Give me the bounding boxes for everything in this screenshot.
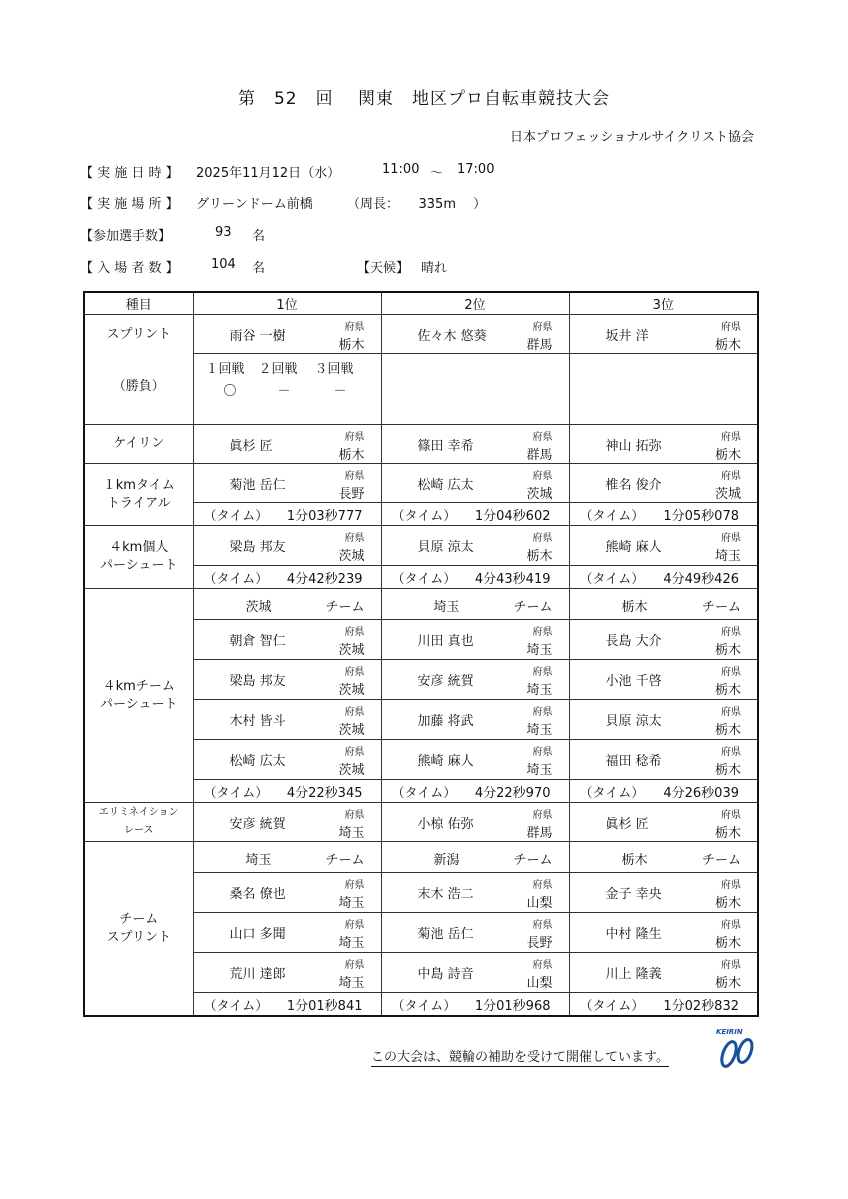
team-label: チーム: [325, 853, 365, 868]
participants-unit: 名: [252, 229, 266, 244]
pref-value: 長野: [526, 936, 553, 951]
pref-label: 府県: [721, 667, 741, 678]
team-label: チーム: [701, 853, 741, 868]
team-pursuit-team-row: [84, 589, 758, 620]
pref-label: 府県: [532, 707, 553, 718]
round-result: －: [277, 384, 291, 399]
place-cell: [193, 803, 381, 842]
place-cell: [193, 464, 381, 503]
team-label: チーム: [701, 600, 741, 615]
pref-label: 府県: [721, 747, 741, 758]
pref-label: 府県: [344, 627, 365, 638]
pref-label: 府県: [532, 667, 553, 678]
time-label: （タイム）: [579, 999, 645, 1014]
member-cell: [193, 873, 381, 913]
athlete-name: 中島 詩音: [417, 967, 474, 982]
pref-value: 群馬: [526, 448, 553, 463]
athlete-name: 安彦 統賀: [417, 674, 474, 689]
place-cell: [381, 315, 569, 354]
athlete-name: 川上 隆義: [605, 967, 662, 982]
member-cell: [193, 953, 381, 993]
event-label-line1: チーム: [119, 911, 159, 927]
time-value: 1分01秒841: [286, 999, 363, 1014]
pref-value: 埼玉: [526, 763, 553, 778]
member-cell: [193, 620, 381, 660]
pref-label: 府県: [532, 880, 553, 891]
member-cell: [381, 700, 569, 740]
athlete-name: 小椋 佑弥: [417, 817, 474, 832]
page-title: 第 52 回 関東 地区プロ自転車競技大会: [237, 89, 611, 109]
athlete-name: 朝倉 智仁: [229, 634, 286, 649]
time-start: 11:00: [382, 162, 420, 177]
pref-value: 茨城: [526, 487, 553, 502]
time-cell: [381, 780, 569, 803]
time-separator: ～: [430, 166, 444, 181]
athlete-name: 荒川 達郎: [229, 967, 286, 982]
team-sprint-team-row: [84, 842, 758, 873]
event-label: スプリント: [106, 326, 171, 342]
time-value: 1分01秒968: [474, 999, 551, 1014]
team-name: 新潟: [433, 853, 460, 868]
member-cell: [569, 700, 758, 740]
athlete-name: 熊崎 麻人: [417, 754, 474, 769]
team-name: 栃木: [621, 600, 648, 615]
athlete-name: 菊池 岳仁: [229, 478, 286, 493]
pref-value: 栃木: [714, 763, 741, 778]
pref-label: 府県: [721, 880, 741, 891]
team-cell: [381, 842, 569, 873]
event-team-sprint: [84, 842, 193, 1017]
pref-label: 府県: [721, 960, 741, 971]
weather-value: 晴れ: [421, 261, 448, 276]
event-elimination: [84, 803, 193, 842]
pref-label: 府県: [344, 920, 365, 931]
place-cell: [569, 315, 758, 354]
time-cell: [193, 503, 381, 526]
athlete-name: 木村 皆斗: [229, 714, 286, 729]
date-label: 【 実 施 日 時 】: [80, 166, 179, 181]
pref-value: 栃木: [714, 683, 741, 698]
athlete-name: 梁島 邦友: [229, 674, 286, 689]
member-cell: [569, 873, 758, 913]
pref-label: 府県: [721, 920, 741, 931]
event-sprint: [84, 315, 193, 425]
pref-label: 府県: [344, 667, 365, 678]
event-label-line1: ４kmチーム: [102, 678, 175, 694]
pref-label: 府県: [721, 627, 741, 638]
member-cell: [193, 660, 381, 700]
athlete-name: 山口 多聞: [229, 927, 286, 942]
event-label-line2: レース: [124, 825, 154, 836]
team-label: チーム: [513, 853, 553, 868]
venue-value: グリーンドーム前橋: [196, 197, 313, 212]
participants-value: 93: [215, 225, 232, 240]
athlete-name: 熊崎 麻人: [605, 540, 662, 555]
team-cell: [381, 589, 569, 620]
time-cell: [381, 503, 569, 526]
pref-label: 府県: [344, 707, 365, 718]
pref-value: 栃木: [714, 643, 741, 658]
time-cell: [569, 566, 758, 589]
athlete-name: 安彦 統賀: [229, 817, 286, 832]
time-cell: [193, 566, 381, 589]
athlete-name: 福田 稔希: [605, 754, 662, 769]
pref-label: 府県: [344, 747, 365, 758]
athlete-name: 加藤 将武: [417, 714, 474, 729]
place-cell: [193, 526, 381, 566]
time-cell: [569, 780, 758, 803]
athlete-name: 雨谷 一樹: [229, 329, 286, 344]
pref-value: 埼玉: [338, 976, 365, 991]
event-ind-pursuit: [84, 526, 193, 589]
place-cell: [381, 803, 569, 842]
time-label: （タイム）: [579, 786, 645, 801]
athlete-name: 末木 浩二: [417, 887, 474, 902]
time-label: （タイム）: [391, 999, 457, 1014]
time-value: 4分42秒239: [286, 572, 363, 587]
pref-value: 長野: [338, 487, 365, 502]
round-label: ３回戦: [314, 362, 354, 377]
place-cell: [193, 425, 381, 464]
rounds-cell: [193, 354, 381, 425]
time-cell: [193, 780, 381, 803]
pref-label: 府県: [532, 627, 553, 638]
pref-value: 茨城: [714, 487, 741, 502]
athlete-name: 眞杉 匠: [229, 439, 273, 454]
elimination-row: [84, 803, 758, 842]
time-value: 4分49秒426: [663, 572, 739, 587]
time-value: 4分26秒039: [663, 786, 739, 801]
pref-value: 山梨: [526, 976, 553, 991]
pref-label: 府県: [721, 322, 741, 333]
pref-value: 茨城: [338, 723, 365, 738]
pref-value: 栃木: [338, 448, 365, 463]
weather-label: 【天候】: [357, 261, 410, 276]
member-cell: [381, 953, 569, 993]
pref-label: 府県: [344, 880, 365, 891]
organization-name: 日本プロフェッショナルサイクリスト協会: [509, 130, 754, 145]
pref-value: 栃木: [714, 723, 741, 738]
pref-label: 府県: [344, 960, 365, 971]
event-label-line1: エリミネイション: [98, 807, 179, 818]
pref-label: 府県: [721, 533, 741, 544]
pref-value: 栃木: [714, 338, 741, 353]
pref-label: 府県: [344, 533, 365, 544]
event-keirin: ケイリン: [84, 425, 193, 464]
pref-value: 茨城: [338, 549, 365, 564]
spectators-value: 104: [211, 257, 236, 272]
sprint-row: [84, 315, 758, 354]
event-sub-label: （勝負）: [112, 378, 165, 394]
time-label: （タイム）: [579, 572, 645, 587]
header-event: 種目: [84, 292, 193, 315]
place-cell: [569, 526, 758, 566]
athlete-name: 椎名 俊介: [605, 478, 662, 493]
time-cell: [569, 993, 758, 1017]
pref-label: 府県: [721, 471, 741, 482]
keirin-row: [84, 425, 758, 464]
pref-label: 府県: [344, 810, 365, 821]
pref-label: 府県: [532, 471, 553, 482]
time-end: 17:00: [457, 162, 495, 177]
place-cell: [381, 464, 569, 503]
time-label: （タイム）: [203, 572, 269, 587]
event-label-line2: パーシュート: [100, 558, 178, 573]
place-cell: [569, 464, 758, 503]
time-value: 4分22秒345: [286, 786, 363, 801]
pref-label: 府県: [721, 810, 741, 821]
empty-cell: [569, 354, 758, 425]
pref-value: 群馬: [526, 826, 553, 841]
team-cell: [193, 842, 381, 873]
place-cell: [193, 315, 381, 354]
time-value: 1分02秒832: [663, 999, 739, 1014]
athlete-name: 川田 真也: [417, 634, 474, 649]
results-table: [83, 291, 759, 1017]
athlete-name: 坂井 洋: [605, 329, 649, 344]
member-cell: [381, 660, 569, 700]
time-label: （タイム）: [391, 509, 457, 524]
team-name: 栃木: [621, 853, 648, 868]
athlete-name: 中村 隆生: [605, 927, 662, 942]
pref-value: 埼玉: [526, 643, 553, 658]
athlete-name: 金子 幸央: [605, 887, 662, 902]
circuit-length: （周長： 335m ）: [347, 197, 487, 212]
footer-note: この大会は、競輪の補助を受けて開催しています。: [371, 1046, 669, 1067]
pref-value: 埼玉: [714, 549, 741, 564]
athlete-name: 篠田 幸希: [417, 439, 474, 454]
spectators-unit: 名: [252, 261, 266, 276]
member-cell: [381, 620, 569, 660]
event-label-line2: スプリント: [106, 929, 171, 945]
pref-label: 府県: [532, 810, 553, 821]
team-name: 埼玉: [433, 600, 460, 615]
header-first: 1位: [193, 292, 381, 315]
event-label-line1: ４km個人: [109, 540, 169, 555]
pref-label: 府県: [721, 432, 741, 443]
spectators-label: 【 入 場 者 数 】: [80, 261, 179, 276]
team-name: 茨城: [245, 600, 272, 615]
ind-pursuit-row: [84, 526, 758, 566]
place-cell: [569, 803, 758, 842]
pref-label: 府県: [532, 322, 553, 333]
member-cell: [569, 740, 758, 780]
time-label: （タイム）: [203, 786, 269, 801]
header-third: 3位: [569, 292, 758, 315]
pref-value: 群馬: [526, 338, 553, 353]
time-value: 4分22秒970: [474, 786, 551, 801]
pref-label: 府県: [532, 920, 553, 931]
member-cell: [381, 740, 569, 780]
keirin-logo-text: KEIRIN: [716, 1028, 743, 1036]
time-cell: [381, 993, 569, 1017]
pref-label: 府県: [344, 432, 365, 443]
pref-value: 茨城: [338, 643, 365, 658]
place-cell: [381, 425, 569, 464]
pref-label: 府県: [532, 432, 553, 443]
header-second: 2位: [381, 292, 569, 315]
time-value: 1分03秒777: [286, 509, 363, 524]
venue-label: 【 実 施 場 所 】: [80, 197, 179, 212]
athlete-name: 眞杉 匠: [605, 817, 649, 832]
athlete-name: 松崎 広太: [229, 754, 286, 769]
team-label: チーム: [325, 600, 365, 615]
participants-label: 【参加選手数】: [80, 229, 172, 244]
athlete-name: 松崎 広太: [417, 478, 474, 493]
athlete-name: 貝原 涼太: [417, 540, 474, 555]
time-label: （タイム）: [203, 509, 269, 524]
athlete-name: 梁島 邦友: [229, 540, 286, 555]
pref-value: 栃木: [714, 826, 741, 841]
member-cell: [569, 953, 758, 993]
pref-value: 山梨: [526, 896, 553, 911]
event-team-pursuit: [84, 589, 193, 803]
pref-label: 府県: [532, 960, 553, 971]
member-cell: [381, 873, 569, 913]
athlete-name: 桑名 僚也: [229, 887, 286, 902]
place-cell: [569, 425, 758, 464]
event-label-line2: パーシュート: [100, 696, 178, 712]
round-label: １回戦: [205, 362, 245, 377]
athlete-name: 佐々木 悠葵: [417, 329, 487, 344]
time-cell: [381, 566, 569, 589]
date-value: 2025年11月12日（水）: [196, 166, 341, 181]
athlete-name: 神山 拓弥: [605, 439, 662, 454]
time-label: （タイム）: [391, 572, 457, 587]
member-cell: [569, 620, 758, 660]
member-cell: [381, 913, 569, 953]
pref-label: 府県: [344, 471, 365, 482]
athlete-name: 小池 千啓: [605, 674, 662, 689]
pref-label: 府県: [532, 533, 553, 544]
pref-value: 埼玉: [338, 896, 365, 911]
member-cell: [569, 913, 758, 953]
time-label: （タイム）: [579, 509, 645, 524]
team-cell: [193, 589, 381, 620]
event-label-line1: １kmタイム: [102, 477, 175, 493]
time-label: （タイム）: [203, 999, 269, 1014]
athlete-name: 長島 大介: [605, 634, 662, 649]
pref-value: 栃木: [714, 976, 741, 991]
round-result: 〇: [223, 384, 237, 399]
pref-value: 栃木: [714, 448, 741, 463]
team-label: チーム: [513, 600, 553, 615]
event-label-line2: トライアル: [106, 495, 171, 511]
member-cell: [193, 700, 381, 740]
event-time-trial: [84, 464, 193, 526]
round-label: ２回戦: [258, 362, 298, 377]
pref-label: 府県: [532, 747, 553, 758]
pref-value: 栃木: [338, 338, 365, 353]
pref-value: 埼玉: [338, 936, 365, 951]
time-trial-row: [84, 464, 758, 503]
pref-value: 埼玉: [338, 826, 365, 841]
empty-cell: [381, 354, 569, 425]
pref-value: 茨城: [338, 763, 365, 778]
pref-value: 栃木: [714, 896, 741, 911]
place-cell: [381, 526, 569, 566]
pref-value: 栃木: [714, 936, 741, 951]
pref-value: 埼玉: [526, 683, 553, 698]
member-cell: [569, 660, 758, 700]
pref-label: 府県: [344, 322, 365, 333]
pref-value: 栃木: [526, 549, 553, 564]
team-cell: [569, 589, 758, 620]
athlete-name: 貝原 涼太: [605, 714, 662, 729]
pref-value: 茨城: [338, 683, 365, 698]
keirin-logo: [712, 1026, 762, 1070]
time-cell: [569, 503, 758, 526]
member-cell: [193, 740, 381, 780]
pref-value: 埼玉: [526, 723, 553, 738]
time-value: 4分43秒419: [474, 572, 551, 587]
header-row: [84, 292, 758, 315]
time-value: 1分04秒602: [474, 509, 551, 524]
time-label: （タイム）: [391, 786, 457, 801]
round-result: －: [333, 384, 347, 399]
member-cell: [193, 913, 381, 953]
team-cell: [569, 842, 758, 873]
team-name: 埼玉: [245, 853, 272, 868]
pref-label: 府県: [721, 707, 741, 718]
time-value: 1分05秒078: [663, 509, 739, 524]
athlete-name: 菊池 岳仁: [417, 927, 474, 942]
time-cell: [193, 993, 381, 1017]
